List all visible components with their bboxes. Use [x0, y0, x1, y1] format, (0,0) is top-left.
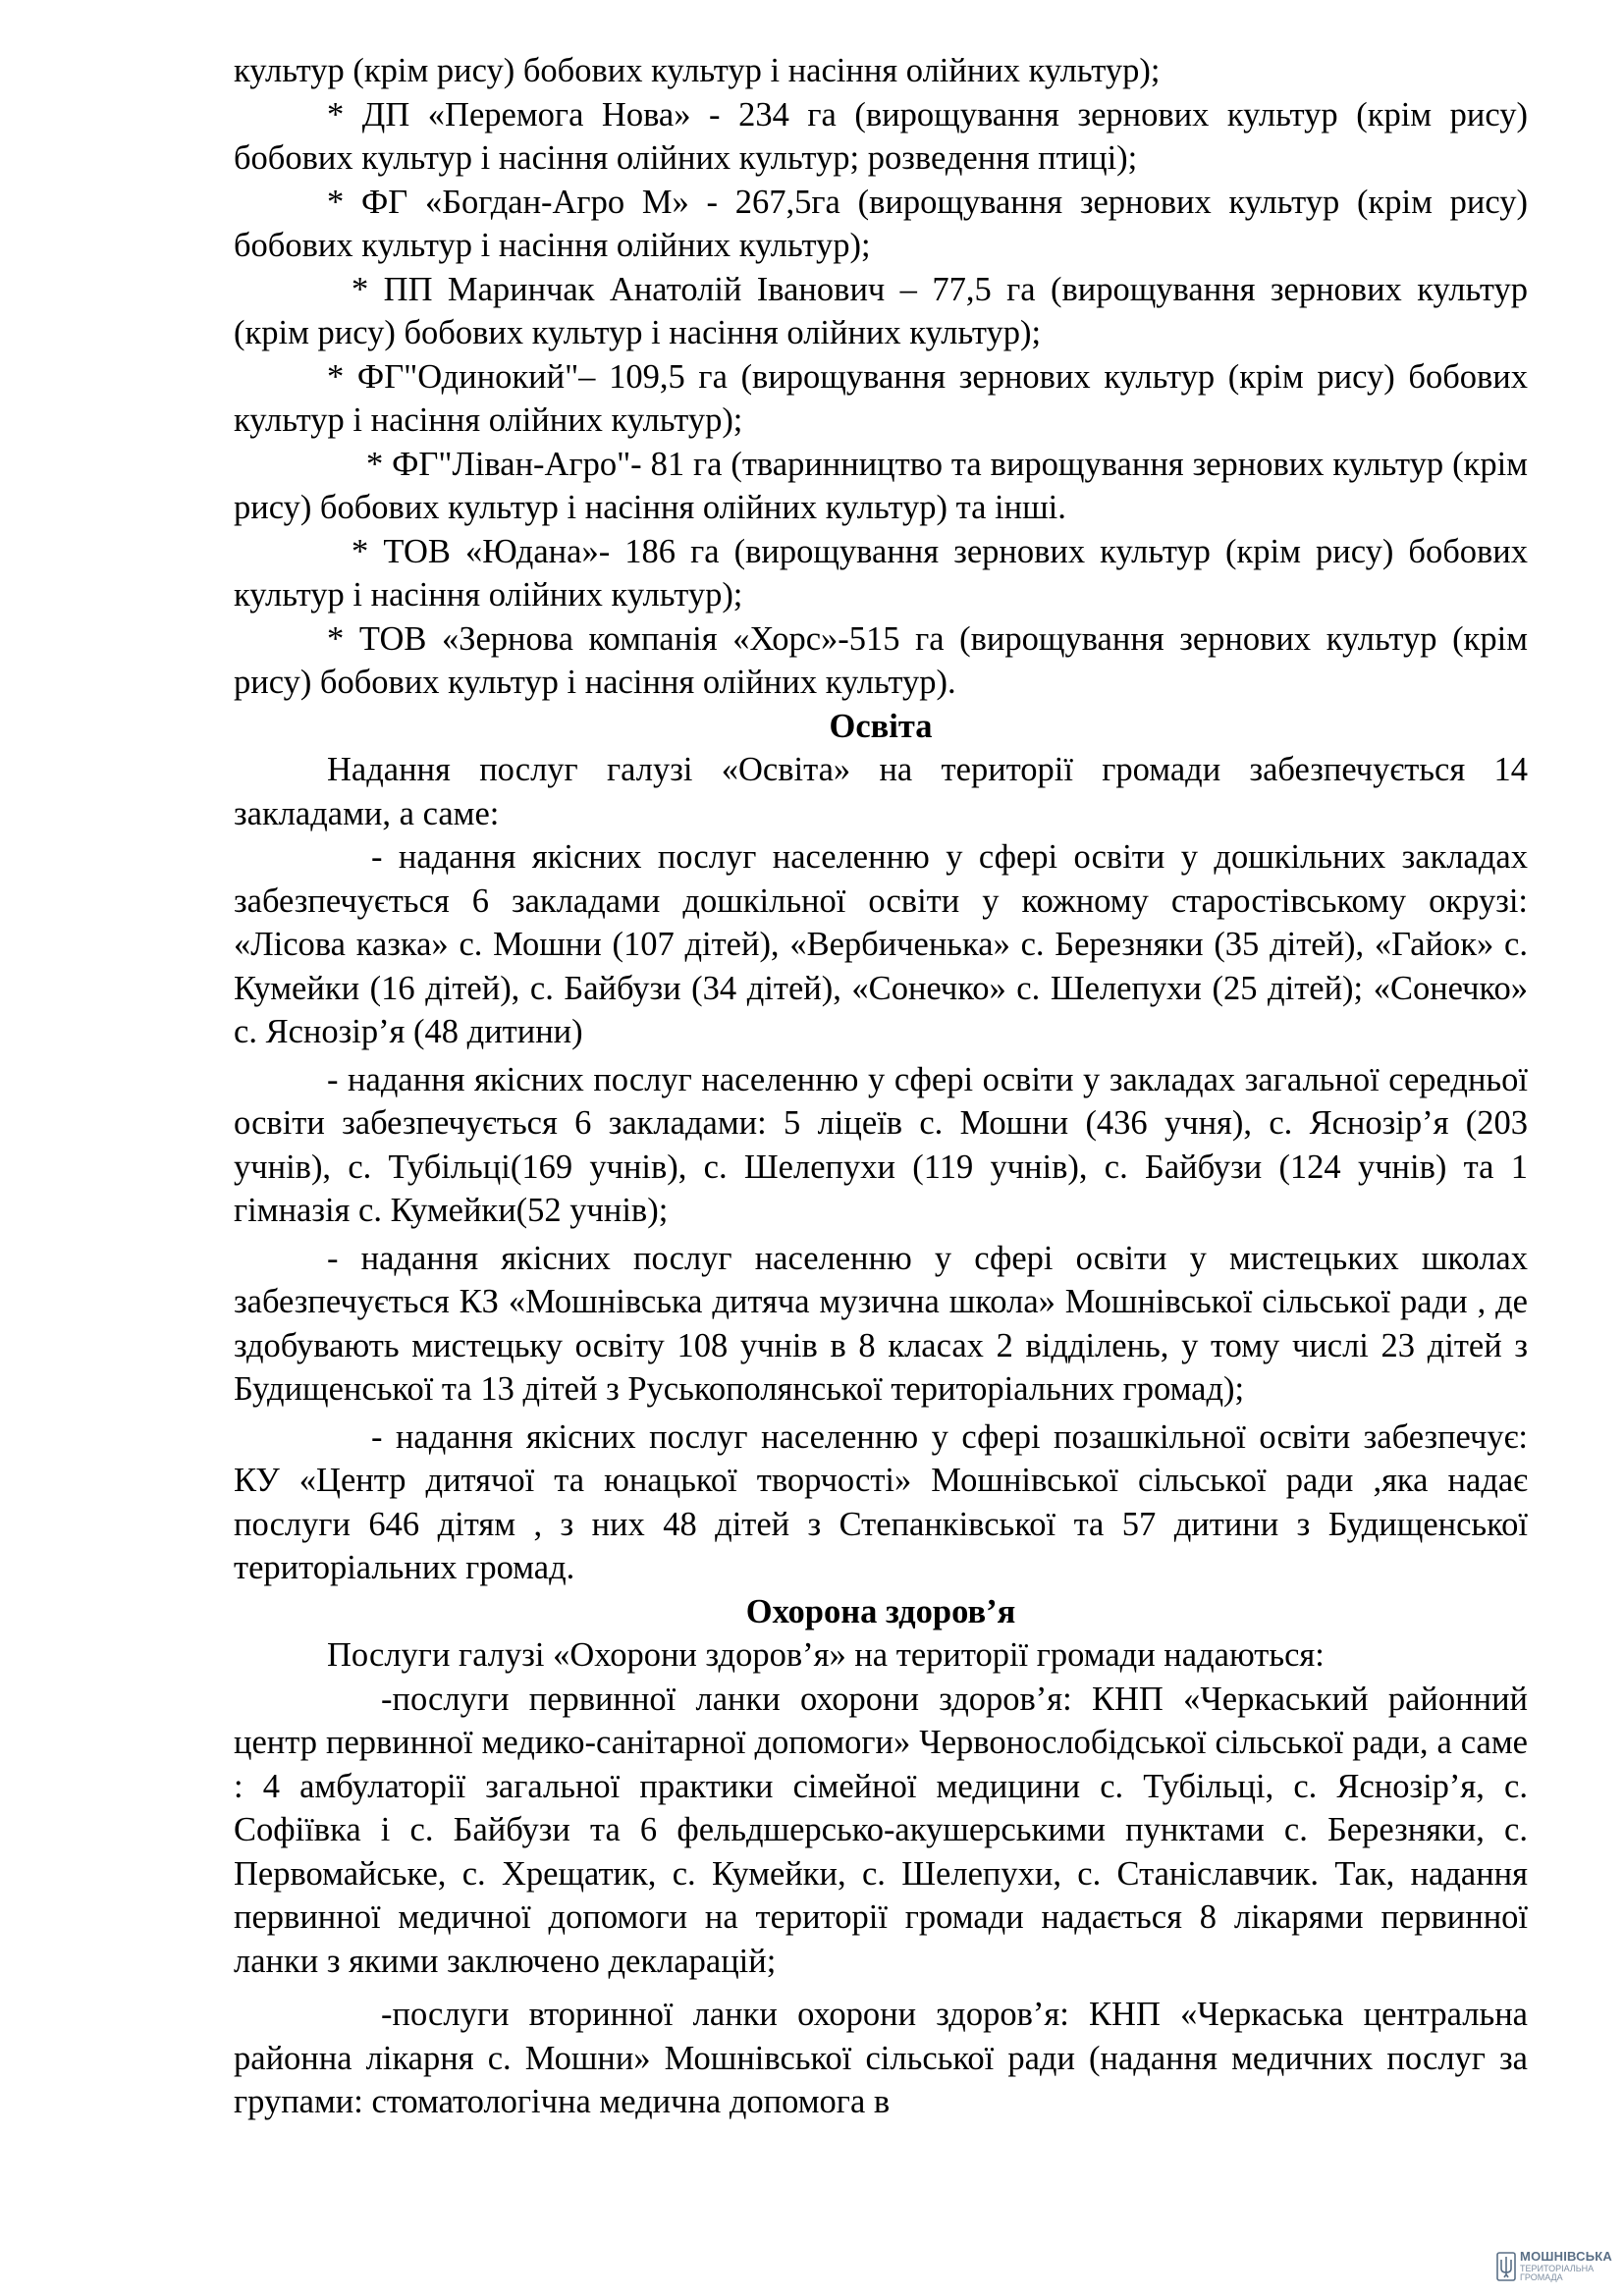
trident-emblem-icon	[1496, 2252, 1516, 2281]
paragraph: * ПП Маринчак Анатолій Іванович – 77,5 га (вирощування зернових культур (крім рису) бобових культур і насіння олійних культур);	[234, 270, 1528, 351]
paragraph: Надання послуг галузі «Освіта» на території громади забезпечується 14 закладами, а саме:	[234, 751, 1528, 832]
section-heading-education: Освіта	[829, 707, 933, 745]
paragraph: - надання якісних послуг населенню у сфері освіти у закладах загальної середньої освіти забезпечується 6 закладами: 5 ліцеїв с. Мошни (436 учня), с. Яснозір’я (203 учнів), с. Тубільці(169 учнів), с. Шелепухи (119 учнів), с. Байбузи (124 учнів) та 1 гімназія с. Кумейки(52 учнів);	[234, 1060, 1528, 1229]
paragraph: * ФГ"Ліван-Агро"- 81 га (тваринництво та вирощування зернових культур (крім рису) бобових культур і насіння олійних культур) та інші.	[234, 445, 1528, 526]
logo-line-2: ТЕРИТОРІАЛЬНА	[1520, 2264, 1595, 2273]
section-heading-healthcare: Охорона здоров’я	[745, 1592, 1016, 1630]
paragraph: -послуги вторинної ланки охорони здоров’я: КНП «Черкаська центральна районна лікарня с. Мошни» Мошнівської сільської ради (надання медичних послуг за групами: стоматологічна медична допомога в	[234, 1996, 1528, 2120]
paragraph: * ФГ"Одинокий"– 109,5 га (вирощування зернових культур (крім рису) бобових культур і насіння олійних культур);	[234, 357, 1528, 439]
paragraph: * ТОВ «Юдана»- 186 га (вирощування зернових культур (крім рису) бобових культур і насіння олійних культур);	[234, 532, 1528, 614]
paragraph: Послуги галузі «Охорони здоров’я» на території громади надаються:	[327, 1636, 1325, 1674]
paragraph: - надання якісних послуг населенню у сфері освіти у дошкільних закладах забезпечується 6 закладами дошкільної освіти у кожному старостівському окрузі: «Лісова казка» с. Мошни (107 дітей), «Вербиченька» с. Березняки (35 дітей), «Гайок» с. Кумейки (16 дітей), с. Байбузи (34 дітей), «Сонечко» с. Шелепухи (25 дітей); «Сонечко» с. Яснозір’я (48 дитини)	[234, 838, 1528, 1050]
document-body	[234, 49, 1528, 2124]
paragraph: - надання якісних послуг населенню у сфері освіти у мистецьких школах забезпечується КЗ «Мошнівська дитяча музична школа» Мошнівської сільської ради , де здобувають мистецьку освіту 108 учнів в 8 класах 2 відділень, у тому числі 23 дітей з Будищенської та 13 дітей з Руськополянської територіальних громад);	[234, 1239, 1528, 1408]
paragraph: * ТОВ «Зернова компанія «Хорс»-515 га (вирощування зернових культур (крім рису) бобових культур і насіння олійних культур).	[234, 619, 1528, 701]
paragraph: культур (крім рису) бобових культур і насіння олійних культур);	[234, 52, 1161, 89]
logo-line-3: ГРОМАДА	[1520, 2272, 1563, 2282]
logo-line-1: МОШНІВСЬКА	[1520, 2249, 1612, 2264]
paragraph: - надання якісних послуг населенню у сфері позашкільної освіти забезпечує: КУ «Центр дитячої та юнацької творчості» Мошнівської сільської ради ,яка надає послуги 646 дітям , з них 48 дітей з Степанківської та 57 дитини з Будищенської територіальних громад.	[234, 1417, 1528, 1586]
paragraph: -послуги первинної ланки охорони здоров’я: КНП «Черкаський районний центр первинної медико-санітарної допомоги» Червонослобідської сільської ради, а саме : 4 амбулаторії загальної практики сімейної медицини с. Тубільці, с. Яснозір’я, с. Софіївка і с. Байбузи та 6 фельдшерсько-акушерськими пунктами с. Березняки, с. Первомайське, с. Хрещатик, с. Кумейки, с. Шелепухи, с. Станіславчик. Так, надання первинної медичної допомоги на території громади надається 8 лікарями первинної ланки з якими заключено декларацій;	[234, 1680, 1528, 1980]
paragraph: * ДП «Перемога Нова» - 234 га (вирощування зернових культур (крім рису) бобових культур і насіння олійних культур; розведення птиці);	[234, 95, 1528, 177]
community-logo	[1496, 2250, 1612, 2282]
paragraph: * ФГ «Богдан-Агро М» - 267,5га (вирощування зернових культур (крім рису) бобових культур і насіння олійних культур);	[234, 183, 1528, 264]
